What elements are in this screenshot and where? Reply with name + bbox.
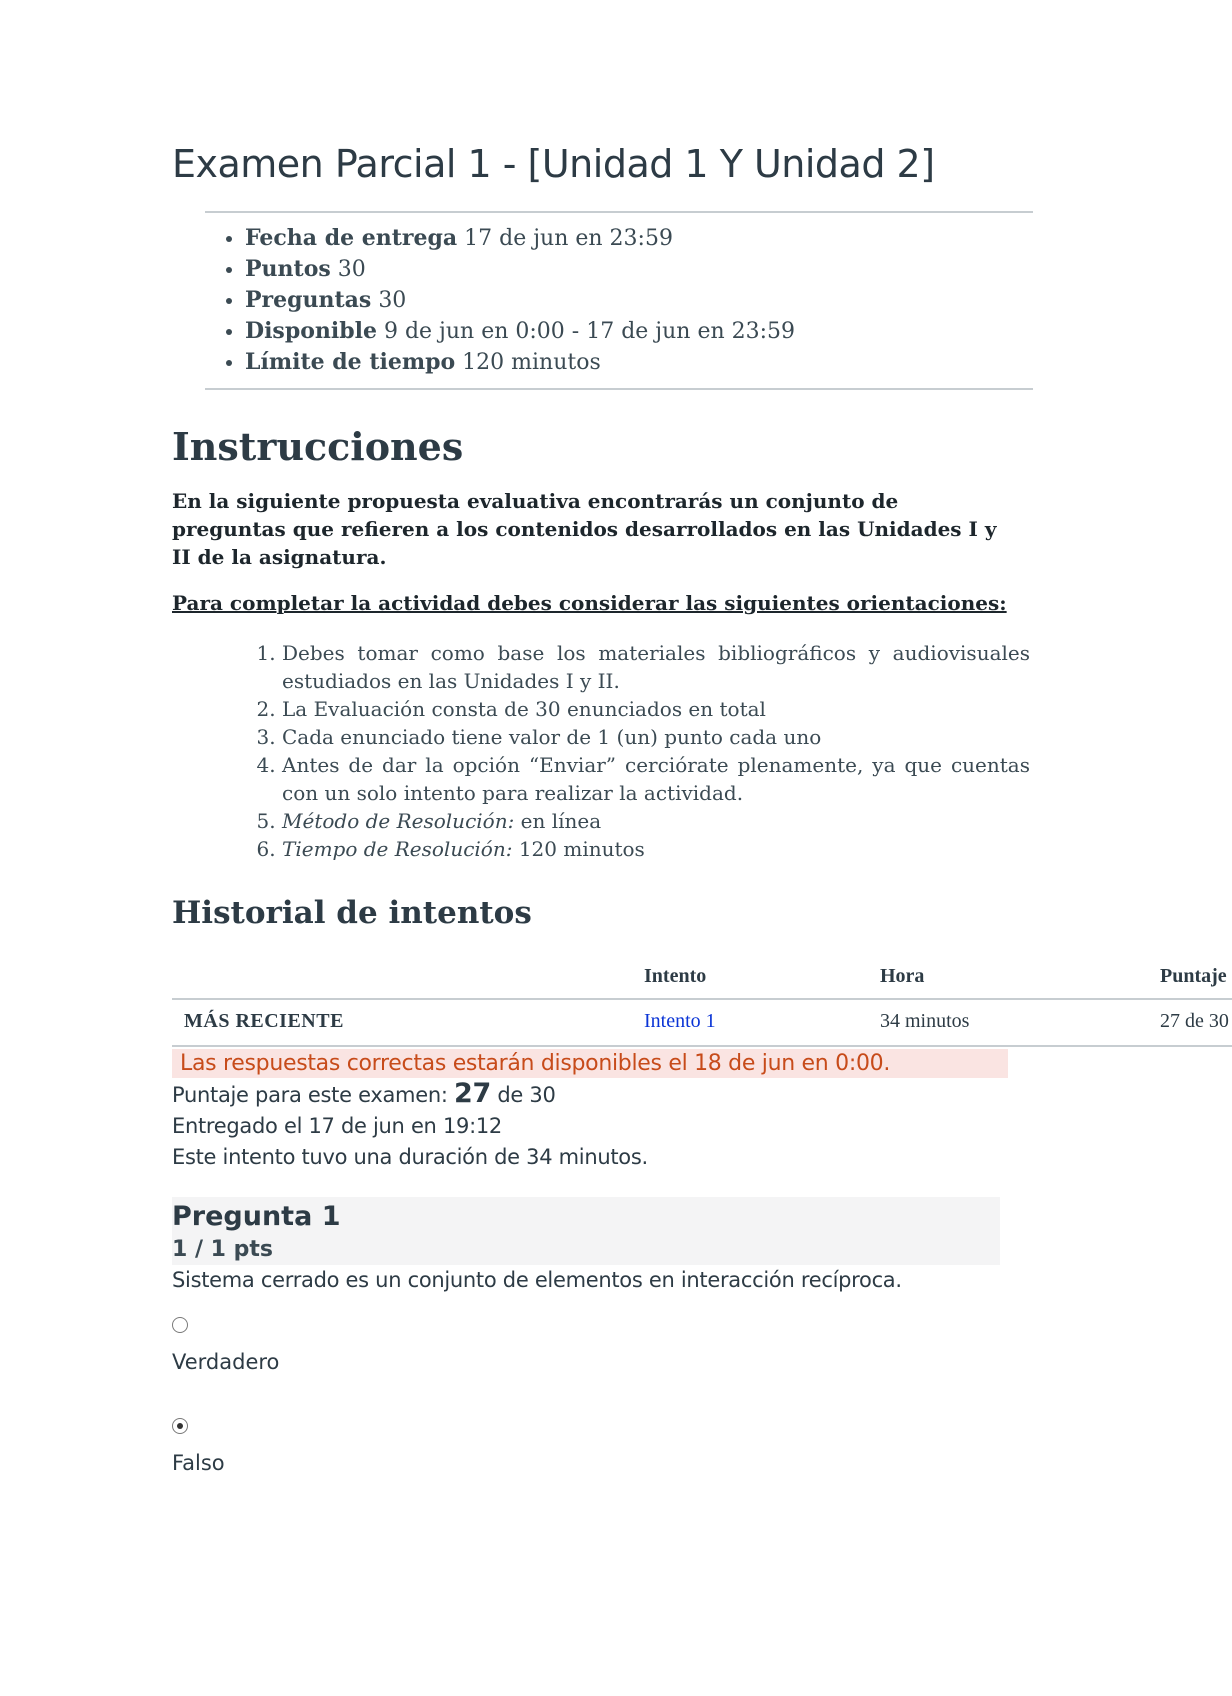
instruction-item (282, 723, 1030, 751)
meta-value: 120 minutos (462, 350, 601, 376)
score-suffix: de 30 (490, 1083, 556, 1108)
meta-due-date (245, 223, 1033, 254)
column-header (172, 957, 644, 999)
column-header-time: Hora (880, 957, 1160, 999)
instruction-item (282, 639, 1030, 695)
question-points: 1 / 1 pts (172, 1237, 273, 1263)
meta-label: Límite de tiempo (245, 349, 456, 376)
instruction-label: Método de Resolución: (282, 809, 515, 834)
instruction-item (282, 695, 1030, 723)
instruction-text: La Evaluación consta de 30 enunciados en total (282, 697, 766, 722)
exam-page (172, 140, 1229, 1476)
instruction-item (282, 807, 1030, 835)
column-header-attempt: Intento (644, 957, 880, 999)
option-label: Verdadero (172, 1350, 280, 1375)
radio-button-unchecked[interactable] (172, 1317, 188, 1333)
time-cell: 34 minutos (880, 999, 1160, 1046)
instructions-list (172, 639, 1030, 863)
meta-label: Disponible (245, 318, 377, 345)
score-line (172, 1078, 1200, 1111)
meta-label: Preguntas (245, 287, 372, 314)
score-prefix: Puntaje para este examen: (172, 1083, 454, 1108)
instruction-text: Antes de dar la opción “Enviar” cerciórate plenamente, ya que cuentas con un solo intento para realizar la actividad. (282, 753, 1030, 806)
meta-value: 30 (378, 288, 407, 314)
meta-questions (245, 285, 1033, 316)
meta-label: Fecha de entrega (245, 225, 458, 252)
question-header (172, 1197, 1000, 1265)
answers-availability-notice: Las respuestas correctas estarán disponibles el 18 de jun en 0:00. (172, 1049, 1008, 1078)
instruction-item (282, 751, 1030, 807)
table-header-row (172, 957, 1232, 999)
meta-value: 30 (337, 257, 366, 283)
instruction-text: en línea (514, 809, 602, 834)
meta-value: 9 de jun en 0:00 - 17 de jun en 23:59 (383, 319, 796, 345)
score-value: 27 (454, 1078, 491, 1110)
exam-details (205, 211, 1033, 390)
question-text: Sistema cerrado es un conjunto de elementos en interacción recíproca. (172, 1268, 902, 1293)
meta-time-limit (245, 347, 1033, 378)
meta-value: 17 de jun en 23:59 (464, 226, 673, 252)
orientations-heading: Para completar la actividad debes considerar las siguientes orientaciones: (172, 591, 1007, 616)
attempt-cell (644, 999, 880, 1046)
option-false (172, 1418, 1200, 1439)
option-true (172, 1317, 1200, 1338)
most-recent-label: MÁS RECIENTE (172, 999, 644, 1046)
meta-available (245, 316, 1033, 347)
attempt-link[interactable]: Intento 1 (644, 1010, 716, 1033)
instruction-item (282, 835, 1030, 863)
duration-line: Este intento tuvo una duración de 34 minutos. (172, 1145, 648, 1170)
instruction-text: 120 minutos (512, 837, 645, 862)
attempts-table (172, 957, 1232, 1047)
instructions-intro: En la siguiente propuesta evaluativa encontrarás un conjunto de preguntas que refieren a los contenidos desarrollados en las Unidades I y II de la asignatura. (172, 489, 997, 570)
instruction-label: Tiempo de Resolución: (282, 837, 513, 862)
meta-label: Puntos (245, 256, 331, 283)
table-row (172, 999, 1232, 1046)
page-title: Examen Parcial 1 - [Unidad 1 Y Unidad 2] (172, 142, 935, 186)
attempt-summary (172, 1078, 1200, 1173)
instruction-text: Debes tomar como base los materiales bibliográficos y audiovisuales estudiados en las Unidades I y II. (282, 641, 1030, 694)
history-heading: Historial de intentos (172, 895, 532, 932)
option-label: Falso (172, 1451, 225, 1476)
score-cell: 27 de 30 (1160, 999, 1232, 1046)
column-header-score: Puntaje (1160, 957, 1232, 999)
instructions-heading: Instrucciones (172, 424, 464, 470)
radio-button-checked[interactable] (172, 1418, 188, 1434)
meta-points (245, 254, 1033, 285)
question-title: Pregunta 1 (172, 1201, 341, 1233)
instruction-text: Cada enunciado tiene valor de 1 (un) punto cada uno (282, 725, 822, 750)
submitted-line: Entregado el 17 de jun en 19:12 (172, 1114, 502, 1139)
